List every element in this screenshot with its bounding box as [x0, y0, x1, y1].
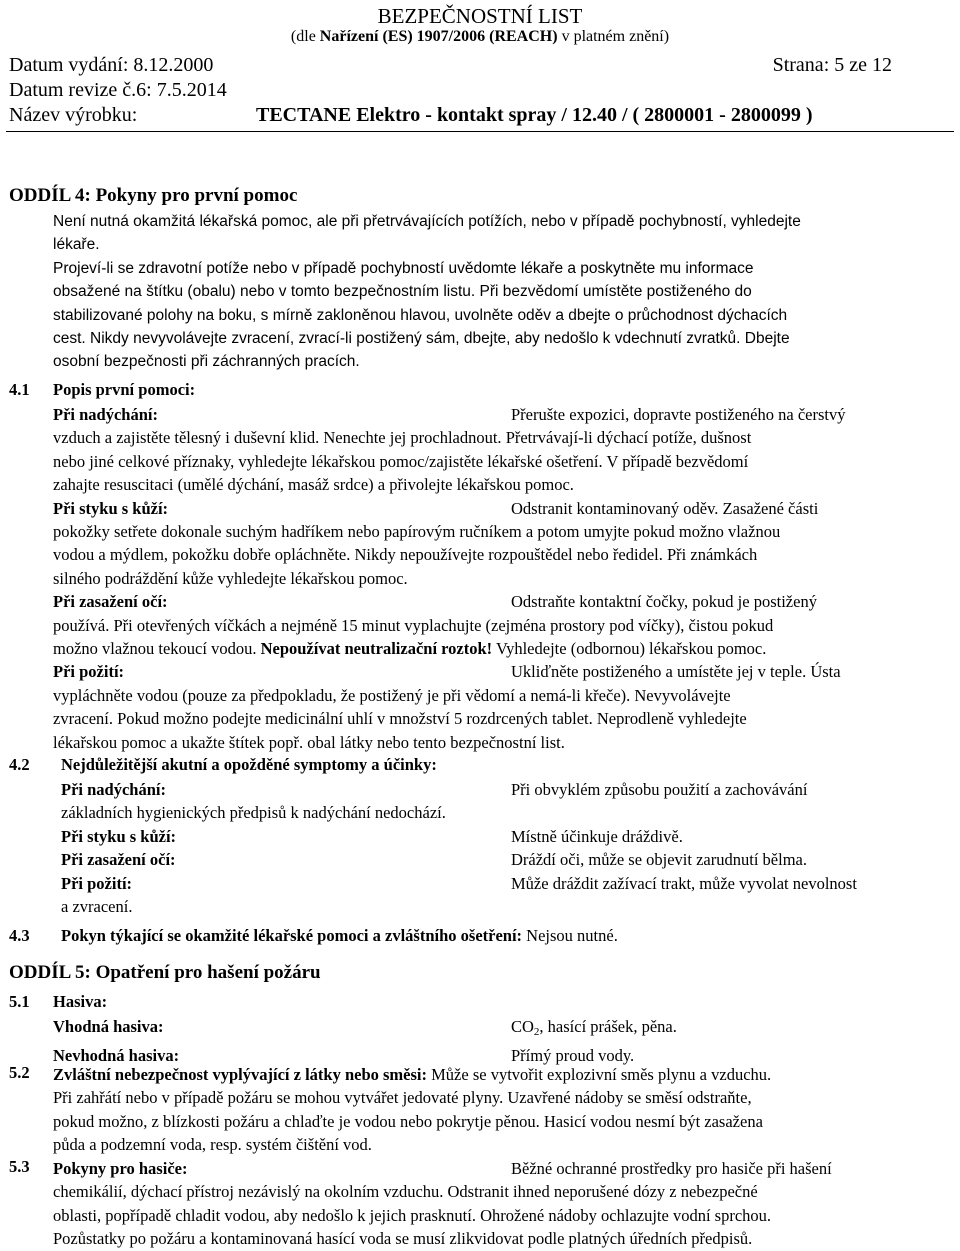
ingestion-label: Při požití:	[53, 662, 125, 682]
extinguishing-media: Vhodná hasiva: $CO_2$, hasící prášek, pěna. Nevhodná hasiva: Přímý proud vody.	[53, 1015, 953, 1068]
issue-date: Datum vydání: 8.12.2000	[9, 54, 214, 76]
subsection-4-2-title: Nejdůležitější akutní a opožděné symptomy a účinky:	[61, 755, 437, 774]
subsection-5-1-number: 5.1	[9, 992, 30, 1011]
document-title: BEZPEČNOSTNÍ LIST	[377, 4, 583, 28]
eye-contact-label: Při zasažení očí:	[53, 592, 168, 612]
section-4-title: ODDÍL 4: Pokyny pro první pomoc	[9, 185, 298, 206]
page-number: Strana: 5 ze 12	[772, 54, 892, 76]
section-4-intro: Není nutná okamžitá lékařská pomoc, ale při přetrvávajících potížích, nebo v případě pochybností, vyhledejte lékaře. Projeví-li se zdravotní potíže nebo v případě pochybností uvědomte lékaře a poskytněte mu informace obsažené na štítku (obalu) nebo v tomto bezpečnostním listu. Při bezvědomí umístěte postiženého do stabilizované polohy na boku, s mírně zakloněnou hlavou, uvolněte oděv a dbejte o průchodnost dýchacích cest. Nikdy nevyvolávejte zvracení, zvrací-li postižený sám, dbejte, aby nedošlo k vdechnutí zvratků. Dbejte osobní bezpečnosti při záchranných pracích.	[53, 213, 801, 371]
subsection-4-3-number: 4.3	[9, 926, 30, 945]
inhalation-label: Při nadýchání:	[53, 405, 158, 424]
product-label: Název výrobku:	[9, 104, 138, 126]
no-neutralizer-warning: Nepoužívat neutralizační roztok!	[260, 639, 493, 659]
section-5-title: ODDÍL 5: Opatření pro hašení požáru	[9, 962, 321, 983]
symptom-skin-label: Při styku s kůží:	[61, 826, 177, 846]
subsection-5-3-number: 5.3	[9, 1157, 30, 1176]
subsection-5-1-title: Hasiva:	[53, 992, 108, 1011]
subsection-5-3-title: Pokyny pro hasiče:	[53, 1159, 188, 1178]
subsection-4-3: Pokyn týkající se okamžité lékařské pomoci a zvláštního ošetření: Nejsou nutné.	[61, 926, 618, 945]
revision-date: Datum revize č.6: 7.5.2014	[9, 79, 227, 101]
unsuitable-media-label: Nevhodná hasiva:	[53, 1046, 180, 1066]
symptom-ingestion-label: Při požití:	[61, 873, 133, 893]
subsection-4-2-number: 4.2	[9, 755, 30, 774]
subsection-4-1-title: Popis první pomoci:	[53, 380, 196, 399]
firefighter-advice: Pokyny pro hasiče: Běžné ochranné prostředky pro hasiče při hašení chemikálií, dýchací přístroj nezávislý na okolním vzduchu. Odstranit ihned neporušené dózy z nebezpečné oblasti, popřípadě chladit vodou, aby nedošlo k jejich prasknutí. Ohrožené nádoby ochlazujte vodní sprchou. Pozůstatky po požáru a kontaminovaná hasící voda se musí zlikvidovat podle platných úředních předpisů.	[53, 1159, 832, 1249]
subsection-4-3-title: Pokyn týkající se okamžité lékařské pomoci a zvláštního ošetření:	[61, 926, 523, 945]
symptoms-effects: Při nadýchání: Při obvyklém způsobu použití a zachovávání základních hygienických předpisů k nadýchání nedochází. Při styku s kůží: Místně účinkuje dráždivě. Při zasažení očí: Dráždí oči, může se objevit zarudnutí bělma. Při požití: Může dráždit zažívací trakt, může vyvolat nevolnost a zvracení.	[61, 780, 857, 917]
subsection-4-1-number: 4.1	[9, 380, 30, 399]
product-name: TECTANE Elektro - kontakt spray / 12.40 / ( 2800001 - 2800099 )	[256, 104, 813, 126]
special-hazards: Zvláštní nebezpečnost vyplývající z látky nebo směsi: Může se vytvořit explozivní směs plynu a vzduchu. Při zahřátí nebo v případě požáru se mohou vytvářet jedovaté plyny. Uzavřené nádoby se směsí odstraňte, pokud možno, z blízkosti požáru a chlaďte je vodou nebo pokrytje pěnou. Hasicí vodou nesmí být zasažena půda a podzemní voda, resp. systém čištění vod.	[53, 1065, 772, 1155]
subsection-5-2-number: 5.2	[9, 1063, 30, 1082]
header-divider	[6, 131, 954, 132]
symptom-inhalation-label: Při nadýchání:	[61, 780, 166, 799]
first-aid-description: Při nadýchání: Přerušte expozici, dopravte postiženého na čerstvý vzduch a zajistěte tělesný i duševní klid. Nenechte jej prochladnout. Přetrvávají-li dýchací potíže, dušnost nebo jiné celkové příznaky, vyhledejte lékařskou pomoc/zajistěte lékařské ošetření. V případě bezvědomí zahajte resuscitaci (umělé dýchání, masáž srdce) a přivolejte lékařskou pomoc. Při styku s kůží: Odstranit kontaminovaný oděv. Zasažené části pokožky setřete dokonale suchým hadříkem nebo papírovým ručníkem a potom umyjte pokud možno vlažnou vodou a mýdlem, pokožku dobře opláchněte. Nikdy nepoužívejte rozpouštědel nebo ředidel. Při známkách silného podráždění kůže vyhledejte lékařskou pomoc. Při zasažení očí: Odstraňte kontaktní čočky, pokud je postižený používá. Při otevřených víčkách a nejméně 15 minut vyplachujte (zejména prostory pod víčky), čistou pokud možno vlažnou tekoucí vodou. Nepoužívat neutralizační roztok! Vyhledejte (odbornou) lékařskou pomoc. Při požití: Ukliďněte postiženého a umístěte jej v teple. Ústa vypláchněte vodou (pouze za předpokladu, že postižený je při vědomí a nemá-li křeče). Nevyvolávejte zvracení. Pokud možno podejte medicinální uhlí v množství 5 rozdrcených tablet. Neprodleně vyhledejte lékařskou pomoc a ukažte štítek popř. obal látky nebo tento bezpečnostní list.	[53, 405, 846, 752]
document-subtitle: (dle Nařízení (ES) 1907/2006 (REACH) v platném znění)	[290, 28, 670, 45]
suitable-media-label: Vhodná hasiva:	[53, 1017, 164, 1036]
subsection-5-2-title: Zvláštní nebezpečnost vyplývající z látky nebo směsi:	[53, 1065, 427, 1084]
symptom-eye-label: Při zasažení očí:	[61, 850, 176, 870]
skin-contact-label: Při styku s kůží:	[53, 498, 169, 518]
